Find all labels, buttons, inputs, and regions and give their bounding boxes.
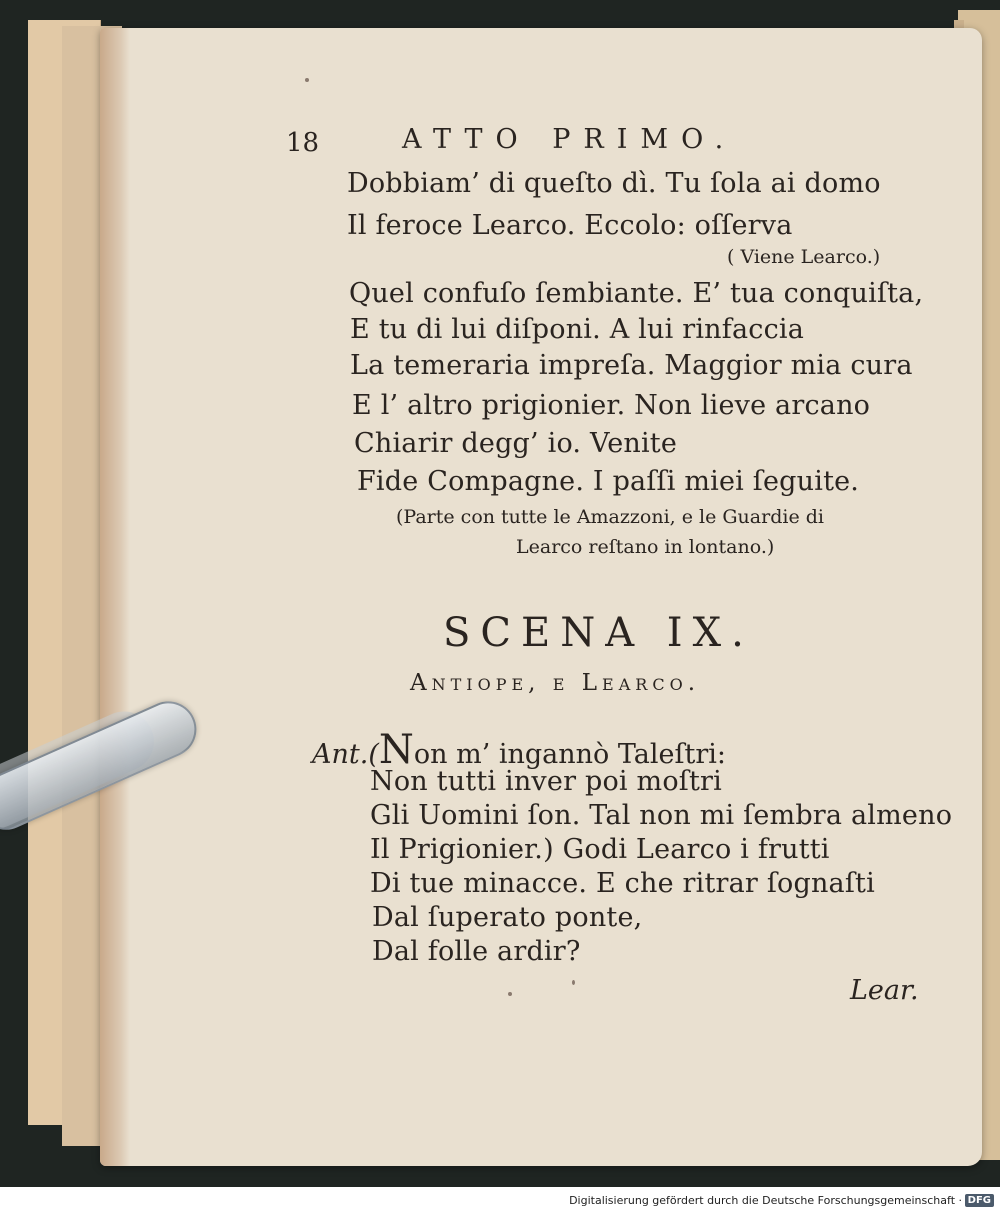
drop-cap: N: [378, 727, 414, 773]
footer-credit: Digitalisierung gefördert durch die Deutsche Forschungsgemeinschaft ·: [569, 1194, 962, 1207]
running-title: ATTO PRIMO.: [402, 124, 737, 155]
text-line: La temeraria impreſa. Maggior mia cura: [350, 350, 913, 381]
stage-direction: (Parte con tutte le Amazzoni, e le Guardie di: [396, 506, 824, 528]
text-line: E l’ altro prigionier. Non lieve arcano: [352, 390, 871, 421]
speech-line: Gli Uomini ſon. Tal non mi ſembra almeno: [370, 800, 953, 831]
paper-speck: [572, 980, 575, 985]
text-line: Chiarir degg’ io. Venite: [354, 428, 678, 459]
speaker-label: [312, 727, 726, 773]
page-gutter-shading: [100, 28, 130, 1166]
open-paren: (: [368, 739, 379, 770]
text-line: Il feroce Learco. Eccolo: oſſerva: [347, 210, 793, 241]
paper-speck: [305, 78, 309, 82]
speech-line: Dal folle ardir?: [372, 936, 581, 967]
text-line: Fide Compagne. I paſſi miei ſeguite.: [357, 466, 860, 497]
text-line: Dobbiam’ di queſto dì. Tu ſola ai domo: [347, 168, 881, 199]
paper-speck: [508, 992, 512, 996]
speech-line: Non tutti inver poi moſtri: [370, 766, 722, 797]
catchword: Lear.: [850, 975, 919, 1006]
stage-direction: Learco reſtano in lontano.): [516, 536, 775, 558]
text-line: Quel confuſo ſembiante. E’ tua conquiſta,: [349, 278, 924, 309]
speaker-name: Ant.: [312, 739, 369, 770]
speech-first-line: on m’ ingannò Taleſtri:: [413, 739, 726, 770]
speech-line: Dal ſuperato ponte,: [372, 902, 643, 933]
speech-line: Di tue minacce. E che ritrar ſognaſti: [370, 868, 875, 899]
dfg-logo: DFG: [965, 1194, 994, 1207]
footer-bar: [0, 1187, 1000, 1211]
stage-direction: ( Viene Learco.): [727, 246, 881, 268]
page-number: 18: [286, 128, 320, 158]
scene-characters: Antiope, e Learco.: [410, 670, 701, 696]
text-line: E tu di lui diſponi. A lui rinfaccia: [350, 314, 805, 345]
speech-line: Il Prigionier.) Godi Learco i frutti: [370, 834, 830, 865]
scene-title: SCENA IX.: [443, 610, 754, 656]
